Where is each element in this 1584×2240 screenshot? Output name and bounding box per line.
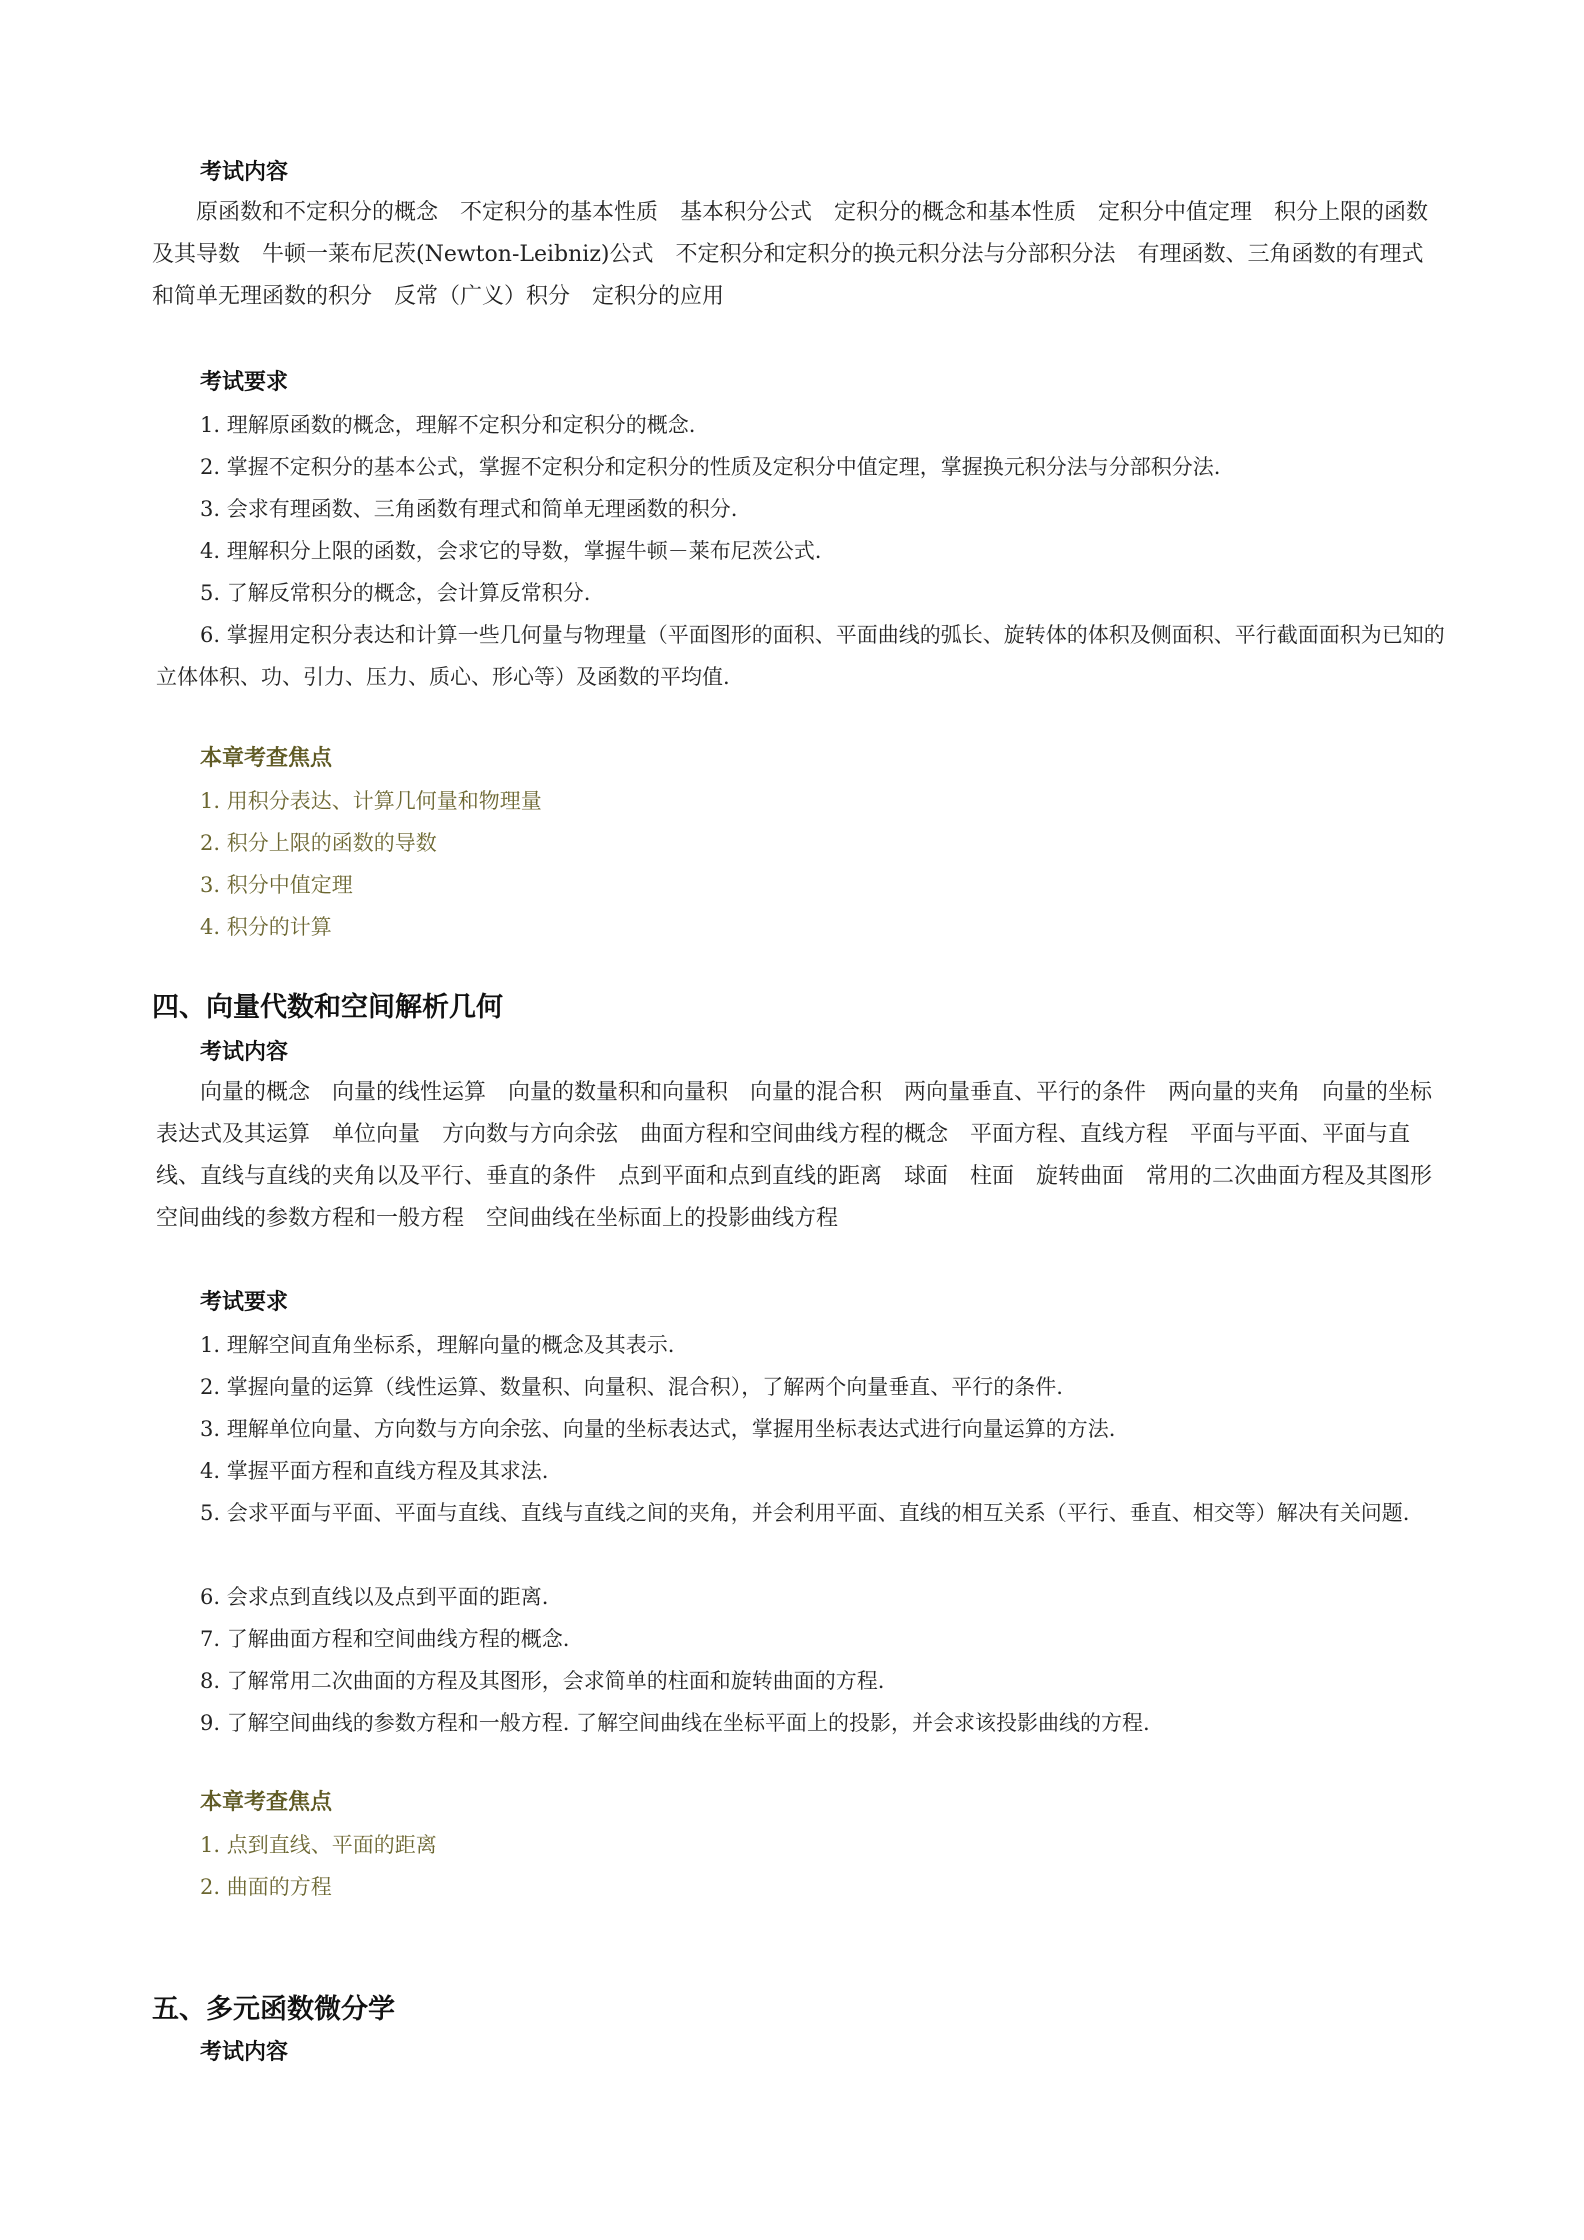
s4-req-3: 3. 理解单位向量、方向数与方向余弦、向量的坐标表达式，掌握用坐标表达式进行向量运算的方法.	[200, 1417, 1116, 1441]
s4-focus-label: 本章考查焦点	[200, 1789, 333, 1815]
s3-req-1: 1. 理解原函数的概念，理解不定积分和定积分的概念.	[200, 413, 696, 437]
s5-heading: 五、多元函数微分学	[152, 1994, 395, 2025]
s3-req-label: 考试要求	[200, 369, 289, 395]
s3-req-3: 3. 会求有理函数、三角函数有理式和简单无理函数的积分.	[200, 497, 738, 521]
s3-content-label: 考试内容	[200, 159, 289, 185]
s3-focus-label: 本章考查焦点	[200, 745, 333, 771]
s3-focus-3: 3. 积分中值定理	[200, 873, 353, 897]
s3-content-text: 原函数和不定积分的概念 不定积分的基本性质 基本积分公式 定积分的概念和基本性质 定积分中值定理 积分上限的函数及其导数 牛顿一莱布尼茨(Newton-Leibniz)公式 不定积分和定积分的换元积分法与分部积分法 有理函数、三角函数的有理式和简单无理函数的积分 反常（广义）积分 定积分的应用	[152, 200, 1429, 309]
s4-content-label: 考试内容	[200, 1039, 289, 1065]
s3-req-4: 4. 理解积分上限的函数，会求它的导数，掌握牛顿－莱布尼茨公式.	[200, 539, 822, 563]
s4-req-1: 1. 理解空间直角坐标系，理解向量的概念及其表示.	[200, 1333, 675, 1357]
s4-req-9: 9. 了解空间曲线的参数方程和一般方程. 了解空间曲线在坐标平面上的投影，并会求该投影曲线的方程.	[200, 1711, 1150, 1735]
s3-focus-1: 1. 用积分表达、计算几何量和物理量	[200, 789, 542, 813]
s4-focus-2: 2. 曲面的方程	[200, 1875, 332, 1899]
s4-req-2: 2. 掌握向量的运算（线性运算、数量积、向量积、混合积），了解两个向量垂直、平行的条件.	[200, 1375, 1063, 1399]
s3-req-2: 2. 掌握不定积分的基本公式，掌握不定积分和定积分的性质及定积分中值定理，掌握换元积分法与分部积分法.	[200, 455, 1221, 479]
s4-req-8: 8. 了解常用二次曲面的方程及其图形，会求简单的柱面和旋转曲面的方程.	[200, 1669, 885, 1693]
s4-req-5: 5. 会求平面与平面、平面与直线、直线与直线之间的夹角，并会利用平面、直线的相互关系（平行、垂直、相交等）解决有关问题.	[200, 1501, 1410, 1525]
s4-content-text: 向量的概念 向量的线性运算 向量的数量积和向量积 向量的混合积 两向量垂直、平行的条件 两向量的夹角 向量的坐标表达式及其运算 单位向量 方向数与方向余弦 曲面方程和空间曲线方程的概念 平面方程、直线方程 平面与平面、平面与直线、直线与直线的夹角以及平行、垂直的条件 点到平面和点到直线的距离 球面 柱面 旋转曲面 常用的二次曲面方程及其图形 空间曲线的参数方程和一般方程 空间曲线在坐标面上的投影曲线方程	[156, 1080, 1455, 1231]
s4-req-6: 6. 会求点到直线以及点到平面的距离.	[200, 1585, 549, 1609]
s3-focus-2: 2. 积分上限的函数的导数	[200, 831, 437, 855]
s5-content-label: 考试内容	[200, 2039, 289, 2065]
s4-heading: 四、向量代数和空间解析几何	[152, 992, 503, 1023]
s3-focus-4: 4. 积分的计算	[200, 915, 332, 939]
s4-req-label: 考试要求	[200, 1289, 289, 1315]
s4-focus-1: 1. 点到直线、平面的距离	[200, 1833, 437, 1857]
s3-req-6: 6. 掌握用定积分表达和计算一些几何量与物理量（平面图形的面积、平面曲线的弧长、旋转体的体积及侧面积、平行截面面积为已知的立体体积、功、引力、压力、质心、形心等）及函数的平均值.	[156, 623, 1445, 689]
s4-req-7: 7. 了解曲面方程和空间曲线方程的概念.	[200, 1627, 570, 1651]
s4-req-4: 4. 掌握平面方程和直线方程及其求法.	[200, 1459, 549, 1483]
s3-req-5: 5. 了解反常积分的概念，会计算反常积分.	[200, 581, 591, 605]
